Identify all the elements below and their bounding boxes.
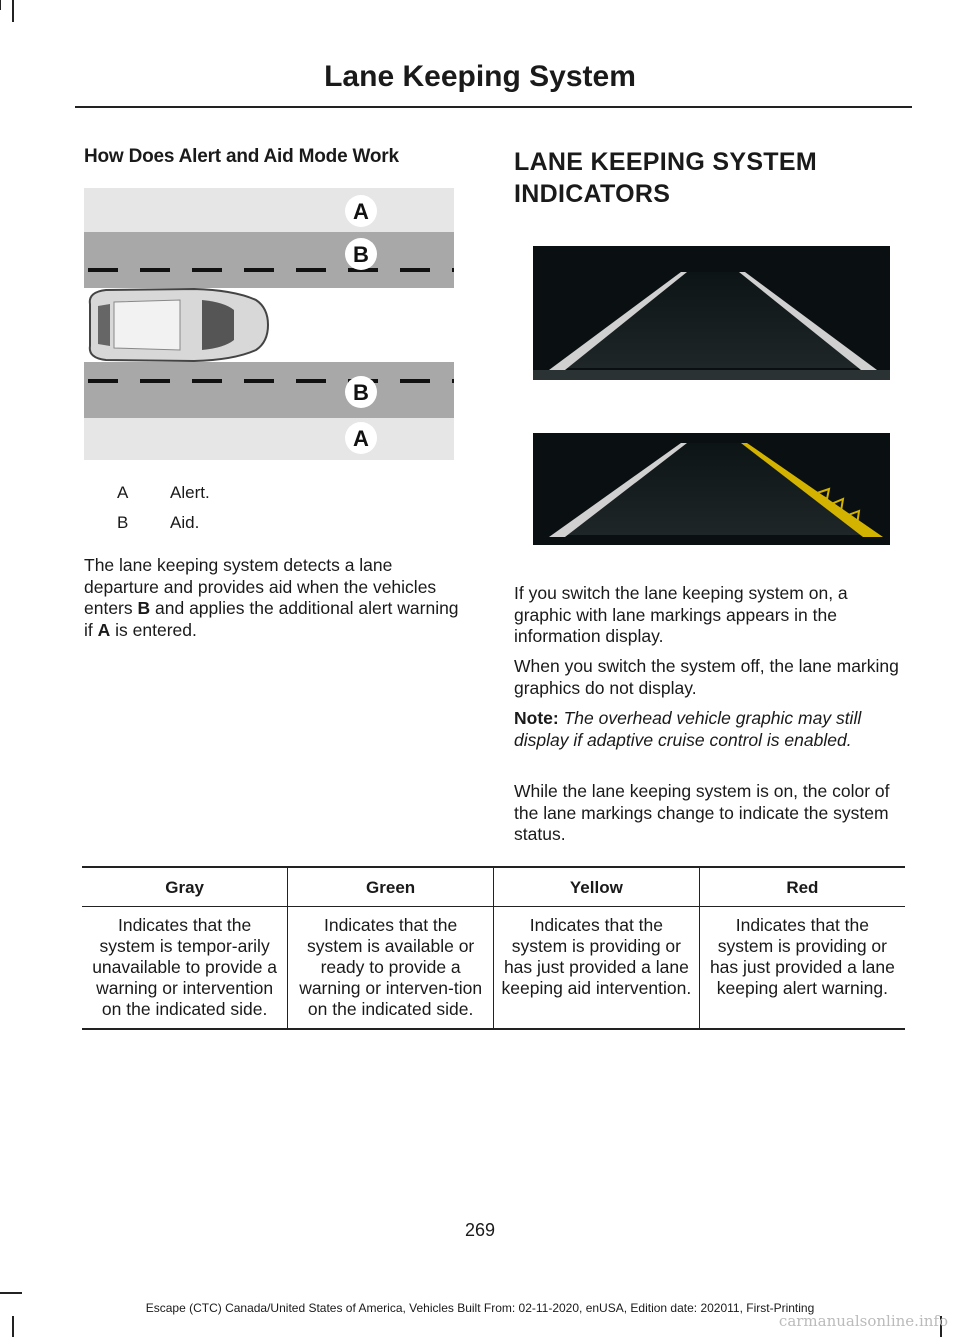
aid-zone-top [84,232,454,288]
svg-text:A: A [353,426,369,451]
indicator-paragraph-3: While the lane keeping system is on, the color of the lane markings change to indicate the system status. [514,781,890,844]
table-cell-red: Indicates that the system is providing or has just provided a lane keeping alert warning. [699,907,905,1030]
indicator-display-yellow [533,433,890,545]
table-cell-gray: Indicates that the system is tempor-arily unavailable to provide a warning or intervention on the indicated side. [82,907,288,1030]
header-rule [75,106,912,108]
alert-aid-diagram [84,188,454,460]
svg-text:A: A [353,199,369,224]
watermark: carmanualsonline.info [778,1312,948,1330]
car-icon [90,289,268,361]
indicator-paragraph-2: When you switch the system off, the lane marking graphics do not display. [514,656,899,698]
table-header-row [82,867,905,907]
legend-item-b [117,513,199,533]
indicator-display-gray [533,246,890,380]
table-cell-green: Indicates that the system is available or ready to provide a warning or interven-tion on the indicated side. [288,907,494,1030]
section-subheading: How Does Alert and Aid Mode Work [84,146,399,167]
status-color-table [82,866,905,1030]
section-heading: LANE KEEPING SYSTEM INDICATORS [514,148,817,208]
page-title: Lane Keeping System [324,60,636,93]
footer-edition-line: Escape (CTC) Canada/United States of America, Vehicles Built From: 02-11-2020, enUSA, Edition date: 202011, First-Printing [145,1301,815,1315]
alert-zone-bottom [84,418,454,460]
label-a-bottom [345,422,377,454]
label-b-bottom [345,376,377,408]
crop-mark [12,0,14,22]
label-a-top [345,195,377,227]
label-b-top [345,238,377,270]
column-header-yellow: Yellow [494,867,700,907]
table-row [82,907,905,1030]
legend-text: Aid. [170,513,200,532]
crop-mark [0,1292,22,1294]
aid-zone-bottom [84,362,454,418]
indicator-paragraph-1: If you switch the lane keeping system on, a graphic with lane markings appears in the information display. [514,583,848,646]
svg-text:B: B [353,242,369,267]
legend-key: B [117,513,129,532]
column-header-red: Red [699,867,905,907]
page-number: 269 [464,1220,496,1240]
column-header-green: Green [288,867,494,907]
legend-key: A [117,483,129,502]
alert-aid-paragraph: The lane keeping system detects a lane departure and provides aid when the vehicles enters B and applies the additional alert warning if A is entered. [84,555,459,640]
legend-item-a [117,483,210,503]
alert-zone-top [84,188,454,232]
indicator-note: Note: The overhead vehicle graphic may still display if adaptive cruise control is enabled. [514,708,862,750]
crop-mark [12,1316,14,1337]
svg-text:B: B [353,380,369,405]
column-header-gray: Gray [82,867,288,907]
legend-text: Alert. [170,483,210,502]
table-cell-yellow: Indicates that the system is providing or has just provided a lane keeping aid intervention. [494,907,700,1030]
crop-mark [0,0,1,10]
